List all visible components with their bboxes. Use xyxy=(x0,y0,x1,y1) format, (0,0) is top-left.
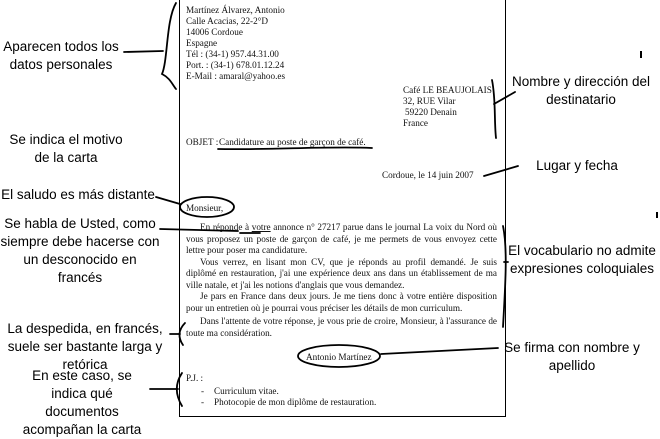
date-line: Cordoue, le 14 juin 2007 xyxy=(382,170,474,180)
letter-body xyxy=(186,222,497,339)
annotation-usted: Se habla de Usted, como siempre debe hacerse con un desconocido en francés xyxy=(0,216,160,285)
pj-item-2: Photocopie de mon diplôme de restauration. xyxy=(214,397,377,407)
sender-email: E-Mail : amaral@yahoo.es xyxy=(186,71,286,81)
recipient-country: France xyxy=(403,118,428,128)
annotation-firma: Se firma con nombre y apellido xyxy=(504,340,640,373)
annotation-motivo: Se indica el motivo de la carta xyxy=(9,132,123,165)
bracket-sender xyxy=(162,3,176,89)
body-paragraph-2: Vous verrez, en lisant mon CV, que je réponds au profil demandé. Je suis diplômé en restauration, j'ai une expérience deux ans dans un établissement de ma ville natale, et j'ai les notions d'anglais que vous demandez. xyxy=(186,256,497,290)
sender-name: Martínez Álvarez, Antonio xyxy=(186,5,285,15)
annotation-datos-personales: Aparecen todos los datos personales xyxy=(3,39,119,72)
annotation-lugar-fecha: Lugar y fecha xyxy=(536,158,618,173)
annotation-documentos: En este caso, se indica qué documentos acompañan la carta xyxy=(22,368,142,437)
recipient-city: 59220 Denain xyxy=(405,107,457,117)
recipient-name: Café LE BEAUJOLAIS xyxy=(403,85,492,95)
recipient-street: 32, RUE Vilar xyxy=(403,96,456,106)
sender-mobile: Port. : (34-1) 678.01.12.24 xyxy=(186,60,285,70)
arrow-saludo xyxy=(156,197,180,204)
objet-text: Candidature au poste de garçon de café. xyxy=(219,137,366,147)
pj-item-1: Curriculum vitae. xyxy=(214,386,279,396)
sender-city: 14006 Cordoue xyxy=(186,27,243,37)
signature: Antonio Martínez xyxy=(306,352,372,362)
body-paragraph-4: Dans l'attente de votre réponse, je vous prie de croire, Monsieur, à l'assurance de toute ma considération. xyxy=(186,316,497,338)
pj-bullet-2: - xyxy=(201,397,205,407)
votre-word: votre xyxy=(251,222,271,232)
sender-country: Espagne xyxy=(186,38,218,48)
tick-mark-top xyxy=(640,51,642,58)
objet-label: OBJET : xyxy=(186,137,219,147)
tick-mark-middle xyxy=(656,212,658,218)
arrow-datos xyxy=(124,51,163,52)
annotation-destinatario: Nombre y dirección del destinatario xyxy=(511,74,651,107)
pj-label: P.J. : xyxy=(186,373,204,383)
salutation: Monsieur, xyxy=(186,203,224,213)
annotation-saludo: El saludo es más distante xyxy=(1,187,155,202)
annotation-vocabulario: El vocabulario no admite expresiones coloquiales xyxy=(508,243,656,276)
body-paragraph-3: Je pars en France dans deux jours. Je me tiens donc à votre entière disposition pour un entretien où je pourrai vous préciser les détails de mon curriculum. xyxy=(186,291,497,313)
pj-bullet-1: - xyxy=(201,386,205,396)
body-paragraph-1: En réponde à votre annonce n° 27217 parue dans le journal La voix du Nord où vous proposez un poste de garçon de café, je me permets de vous envoyez cette lettre pour poser ma candidature. xyxy=(186,222,498,255)
annotation-despedida: La despedida, en francés, suele ser bastante larga y retórica xyxy=(7,321,163,372)
sender-street: Calle Acacias, 22-2°D xyxy=(186,16,268,26)
sender-phone: Tél : (34-1) 957.44.31.00 xyxy=(186,49,279,59)
